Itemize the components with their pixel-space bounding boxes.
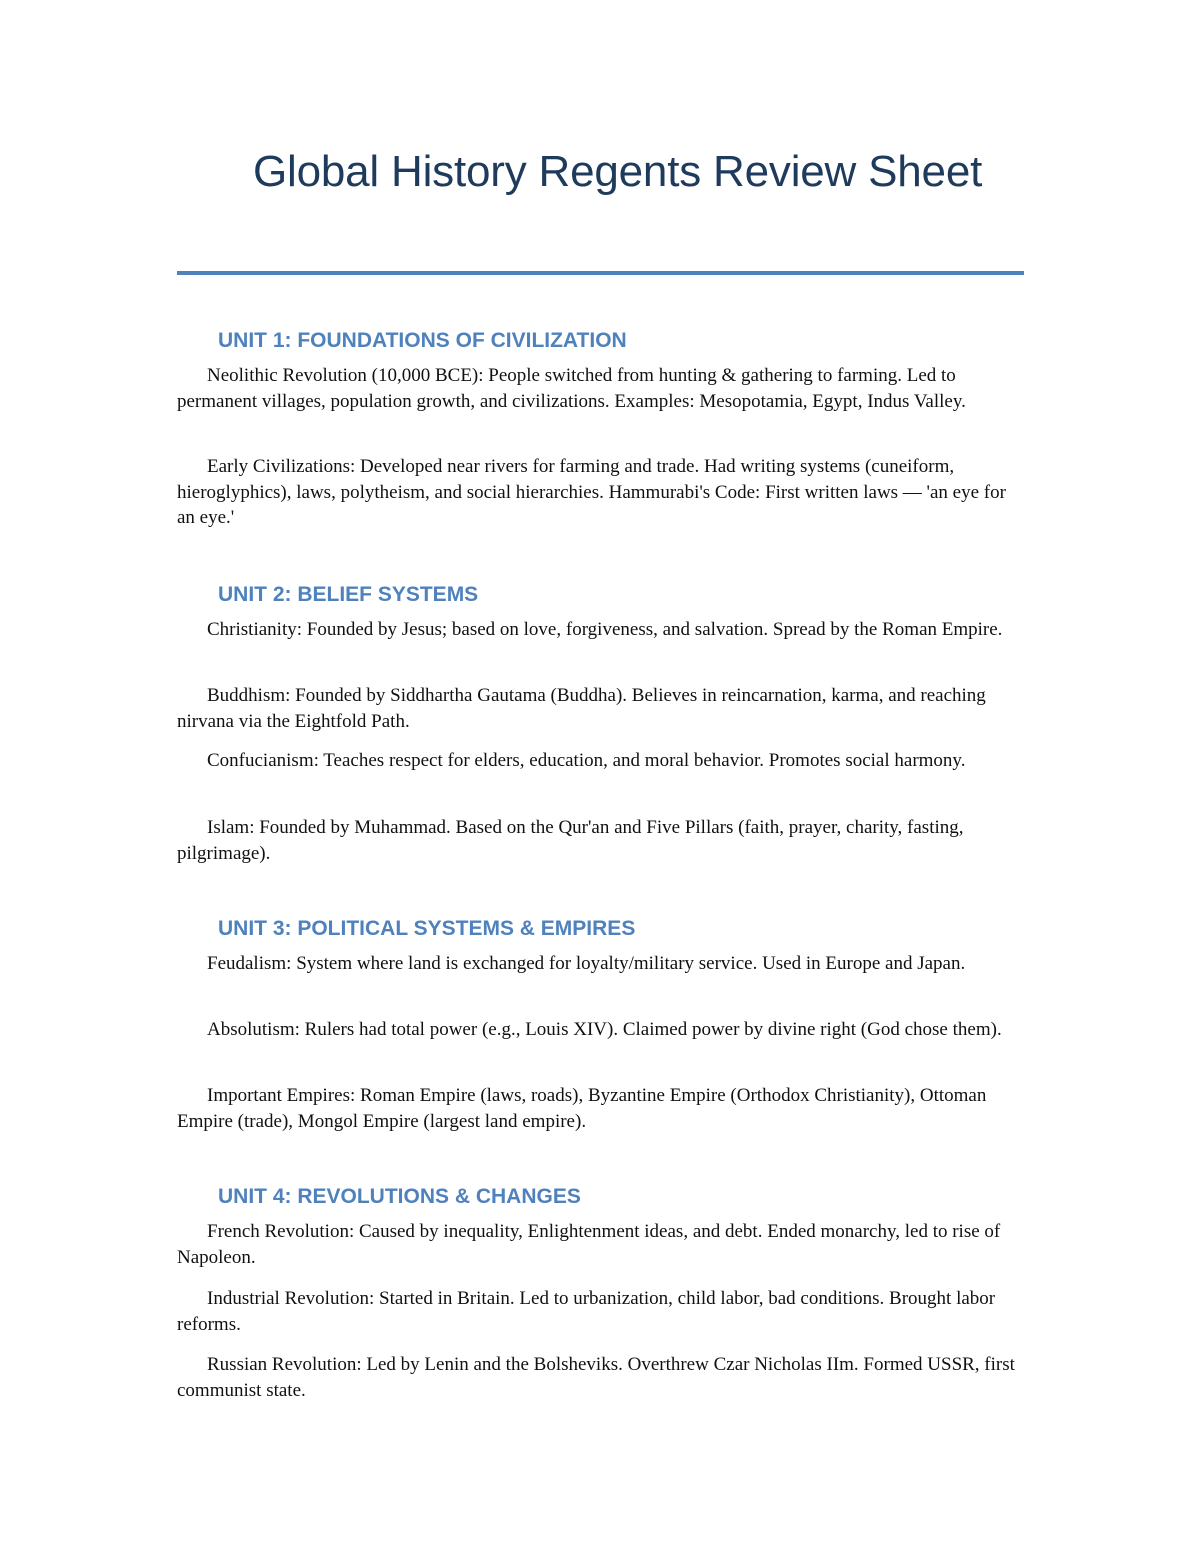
- unit-1-paragraph-1: Neolithic Revolution (10,000 BCE): People switched from hunting & gathering to farming. Led to permanent villages, population growth, and civilizations. Examples: Mesopotamia, Egypt, Indus Valley.: [177, 365, 966, 412]
- unit-3-paragraph-3: Important Empires: Roman Empire (laws, roads), Byzantine Empire (Orthodox Christianity), Ottoman Empire (trade), Mongol Empire (largest land empire).: [177, 1085, 987, 1132]
- document-title: Global History Regents Review Sheet: [253, 147, 983, 196]
- unit-4-heading: UNIT 4: REVOLUTIONS & CHANGES: [218, 1185, 581, 1208]
- unit-4-paragraph-1: French Revolution: Caused by inequality, Enlightenment ideas, and debt. Ended monarchy, led to rise of Napoleon.: [177, 1221, 1001, 1268]
- unit-2-heading: UNIT 2: BELIEF SYSTEMS: [218, 583, 479, 606]
- unit-2-paragraph-3: Confucianism: Teaches respect for elders, education, and moral behavior. Promotes social harmony.: [207, 750, 966, 771]
- unit-2-paragraph-4: Islam: Founded by Muhammad. Based on the Qur'an and Five Pillars (faith, prayer, charity, fasting, pilgrimage).: [177, 817, 964, 864]
- title-underline: [177, 271, 1024, 275]
- unit-4-paragraph-2: Industrial Revolution: Started in Britain. Led to urbanization, child labor, bad conditions. Brought labor reforms.: [177, 1288, 996, 1335]
- unit-2-paragraph-2: Buddhism: Founded by Siddhartha Gautama (Buddha). Believes in reincarnation, karma, and reaching nirvana via the Eightfold Path.: [177, 685, 986, 732]
- unit-2-paragraph-1: Christianity: Founded by Jesus; based on love, forgiveness, and salvation. Spread by the Roman Empire.: [207, 619, 1003, 640]
- unit-3-paragraph-2: Absolutism: Rulers had total power (e.g., Louis XIV). Claimed power by divine right (God chose them).: [207, 1019, 1002, 1040]
- unit-4-paragraph-3: Russian Revolution: Led by Lenin and the Bolsheviks. Overthrew Czar Nicholas IIm. Formed USSR, first communist state.: [177, 1354, 1015, 1401]
- unit-1-paragraph-2: Early Civilizations: Developed near rivers for farming and trade. Had writing systems (cuneiform, hieroglyphics), laws, polytheism, and social hierarchies. Hammurabi's Code: First written laws — 'an eye for an eye.': [177, 456, 1006, 528]
- unit-1-heading: UNIT 1: FOUNDATIONS OF CIVILIZATION: [218, 329, 627, 352]
- unit-3-paragraph-1: Feudalism: System where land is exchanged for loyalty/military service. Used in Europe and Japan.: [207, 953, 966, 974]
- unit-3-heading: UNIT 3: POLITICAL SYSTEMS & EMPIRES: [218, 917, 636, 940]
